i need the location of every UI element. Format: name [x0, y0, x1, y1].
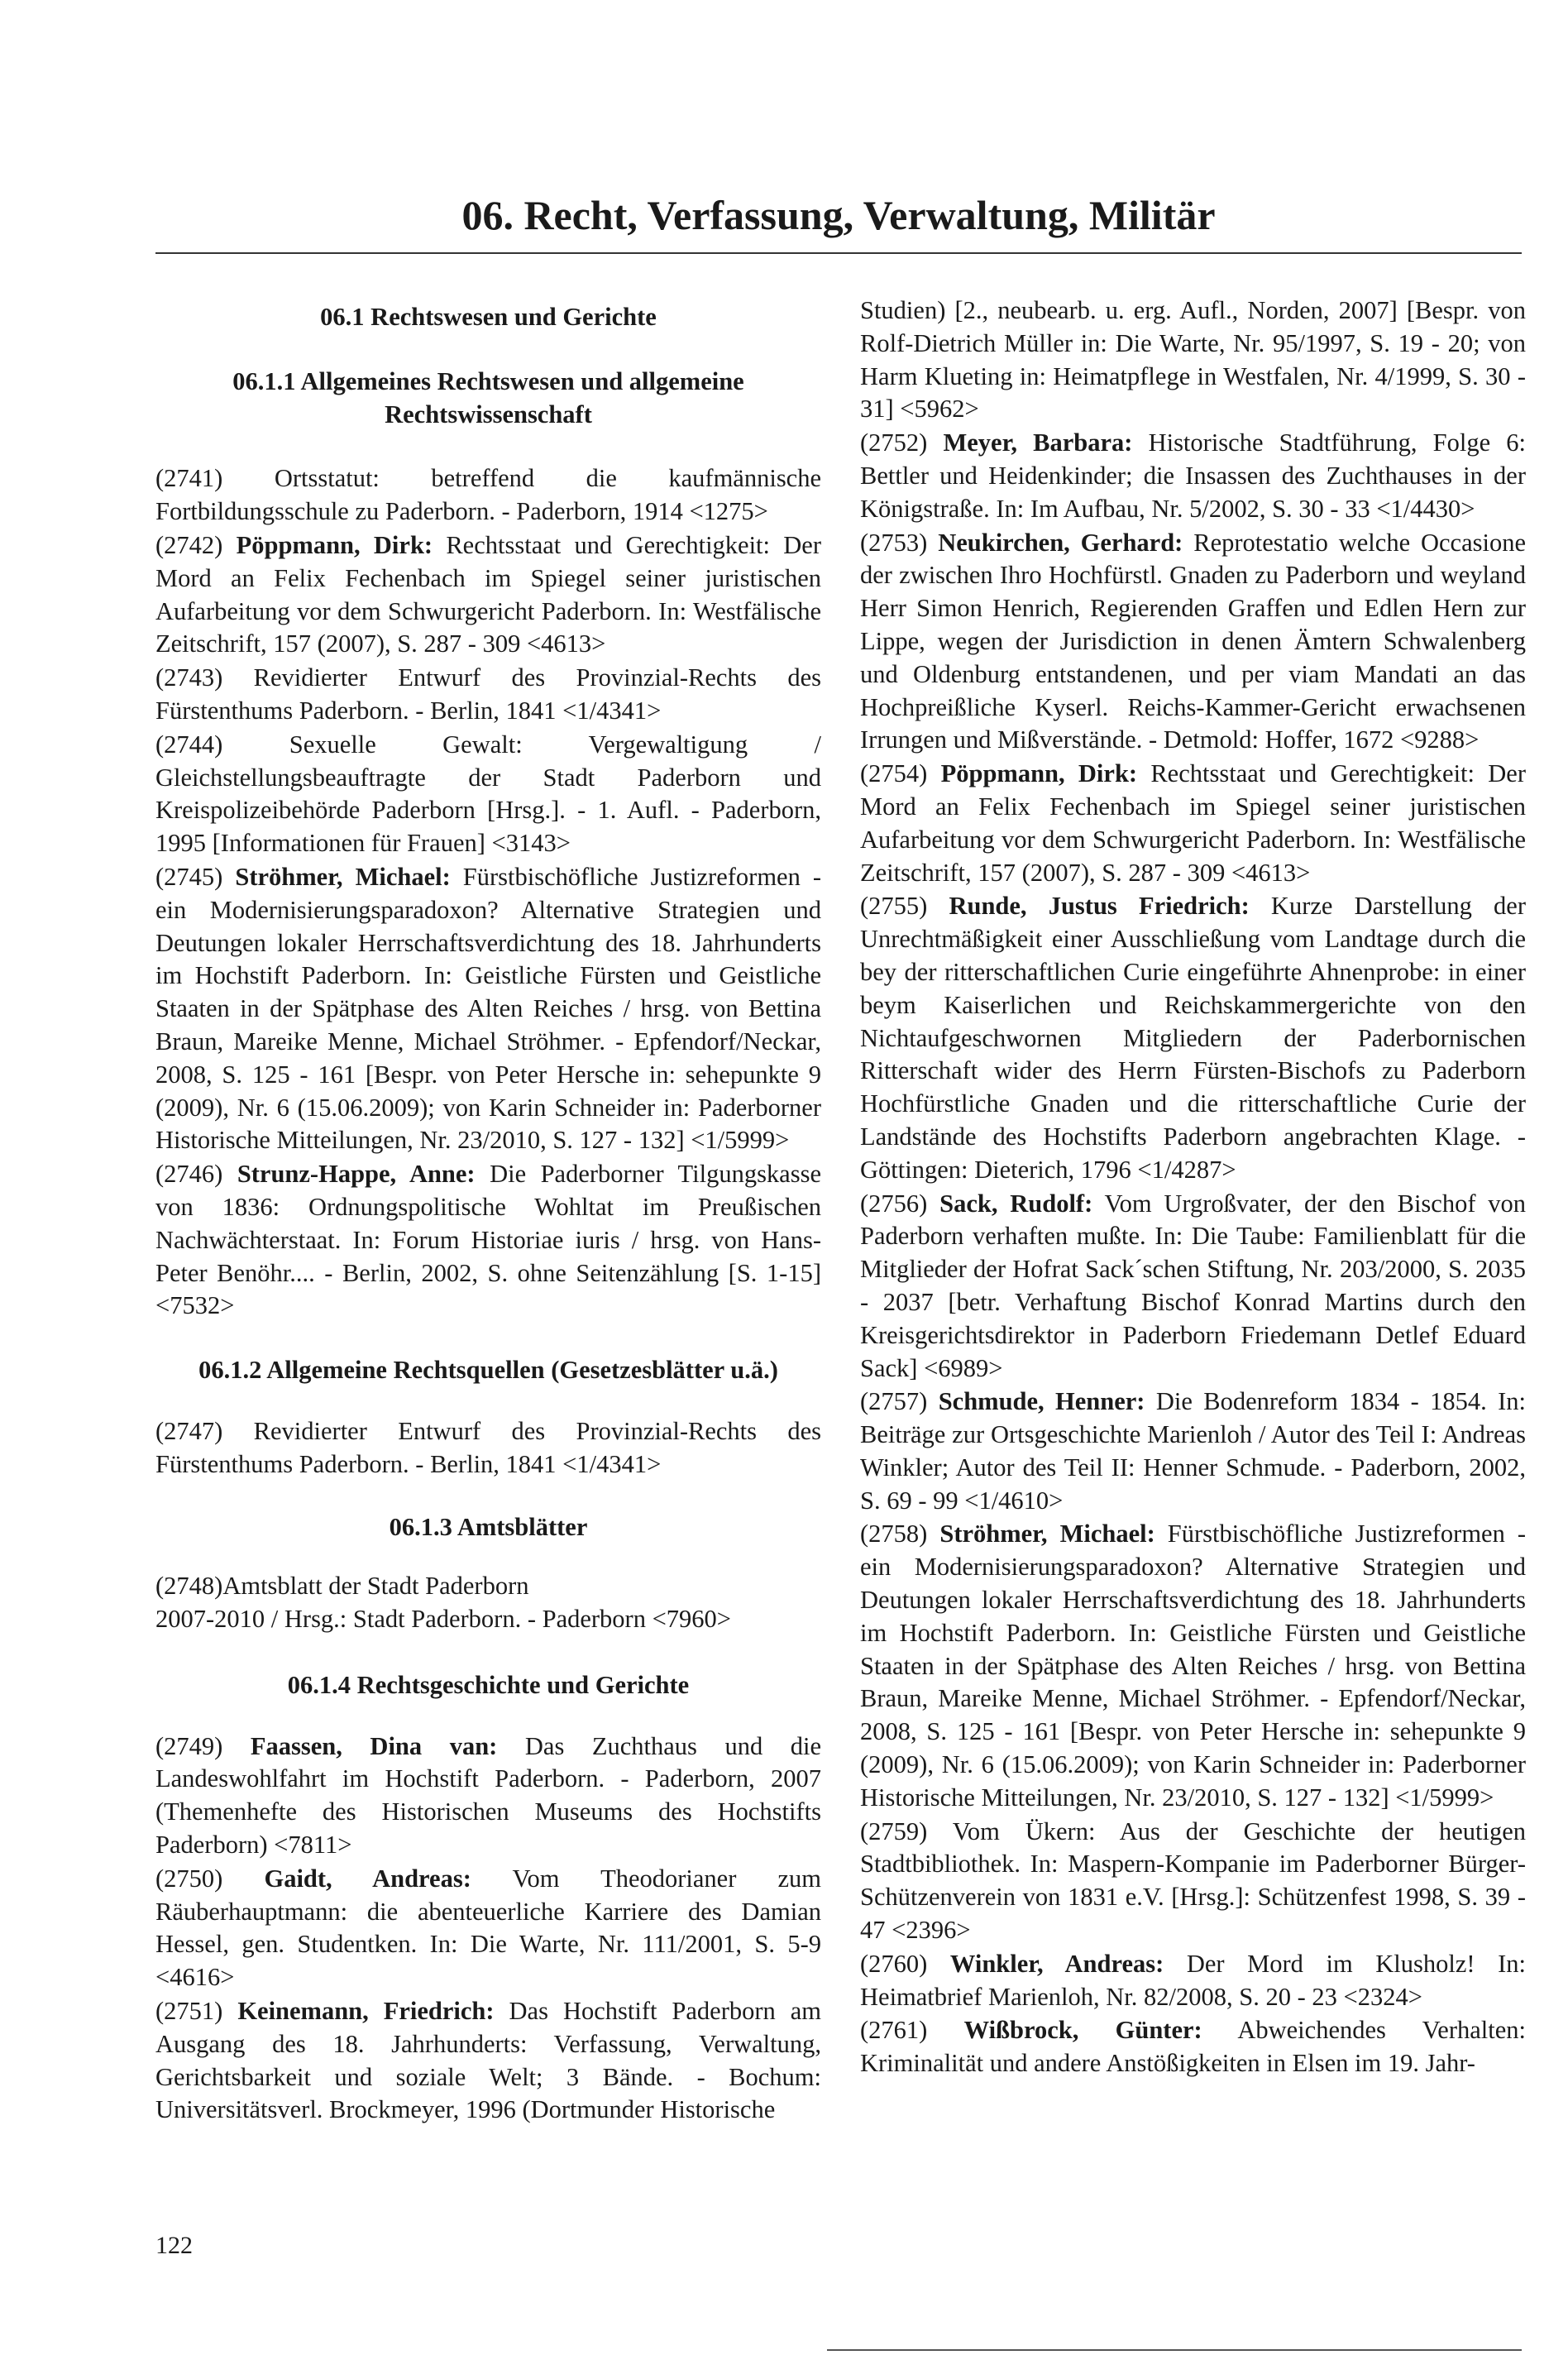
entry-author: Sack, Rudolf:: [939, 1189, 1093, 1218]
entry-2743: [155, 662, 821, 728]
entry-text: Abweichendes Verhalten: Kriminalität und andere Anstößigkeiten in Elsen im 19. Jahr-: [860, 2016, 1526, 2078]
entry-author: Keinemann, Friedrich:: [237, 1997, 495, 2026]
entry-2750: [155, 1863, 821, 1994]
entry-text: Vom Urgroßvater, der den Bischof von Paderborn verhaften mußte. In: Die Taube: Familienblatt für die Mitglieder der Hofrat Sack´schen Stiftung, Nr. 203/2000, S. 2035 - 2037 [betr. Verhaftung Bischof Konrad Martins durch den Kreisgerichtsdirektor in Paderborn Friedemann Detlef Eduard Sack] <6989>: [860, 1189, 1527, 1382]
entry-author: Schmude, Henner:: [938, 1387, 1145, 1416]
entry-text: Revidierter Entwurf des Provinzial-Rechts des Fürstenthums Paderborn. - Berlin, 1841 <1/4341>: [155, 1416, 822, 1478]
right-column: [860, 294, 1526, 2081]
section-heading-06-1-1: 06.1.1 Allgemeines Rechtswesen und allgemeine Rechtswissenschaft: [232, 366, 744, 428]
entry-2753: [860, 527, 1526, 758]
entry-2760: [860, 1948, 1526, 2014]
entry-number: (2760): [860, 1949, 928, 1978]
entry-number: (2756): [860, 1189, 928, 1218]
entry-2759: [860, 1816, 1526, 1947]
entry-text: Historische Stadtführung, Folge 6: Bettler und Heidenkinder; die Insassen des Zuchthauses in der Königstraße. In: Im Aufbau, Nr. 5/2002, S. 30 - 33 <1/4430>: [860, 428, 1527, 523]
entry-number: (2759): [860, 1817, 928, 1845]
chapter-title: 06. Recht, Verfassung, Verwaltung, Militär: [461, 192, 1216, 238]
entry-author: Meyer, Barbara:: [943, 428, 1133, 457]
section-heading-06-1: 06.1 Rechtswesen und Gerichte: [320, 303, 657, 331]
entry-author: Winkler, Andreas:: [949, 1949, 1164, 1978]
entry-2754: [860, 758, 1526, 889]
entry-author: Faassen, Dina van:: [250, 1731, 498, 1760]
footer-rule: [827, 2349, 1522, 2351]
section-heading-06-1-3: 06.1.3 Amtsblätter: [389, 1512, 588, 1541]
entry-author: Strunz-Happe, Anne:: [237, 1160, 476, 1189]
entry-2745: [155, 861, 821, 1157]
entry-text: Kurze Darstellung der Unrechtmäßigkeit einer Ausschließung vom Landtage durch die bey der ritterschaftlichen Curie eingeführte Ahnenprobe: in einer beym Kaiserlichen und Reichskammergerichte von den Nichtaufgeschwornen Mitgliedern der Paderbornischen Ritterschaft wider des Herrn Fürsten-Bischofs zu Paderborn Hochfürstliche Gnaden und die ritterschaftliche Curie der Landstände des Hochstifts Paderborn angebrachten Klage. - Göttingen: Dieterich, 1796 <1/4287>: [860, 892, 1526, 1184]
entry-number: (2751): [155, 1997, 223, 2026]
entry-text-line2: 2007-2010 / Hrsg.: Stadt Paderborn. - Paderborn <7960>: [155, 1605, 731, 1634]
entry-number: (2744): [155, 730, 223, 759]
entry-number: (2741): [155, 464, 223, 493]
entry-text: Der Mord im Klusholz! In: Heimatbrief Marienloh, Nr. 82/2008, S. 20 - 23 <2324>: [860, 1949, 1527, 2011]
entry-author: Pöppmann, Dirk:: [940, 759, 1138, 788]
entry-2747: [155, 1415, 821, 1481]
entry-number: (2754): [860, 759, 928, 788]
entry-2741: [155, 462, 821, 529]
entry-number: (2742): [155, 530, 223, 559]
entry-number: (2746): [155, 1160, 223, 1189]
entry-number: (2745): [155, 862, 223, 891]
entry-number: (2761): [860, 2016, 928, 2045]
entry-number: (2750): [155, 1864, 223, 1893]
entry-2752: [860, 427, 1526, 525]
entry-text: Reprotestatio welche Occasione der zwischen Ihro Hochfürstl. Gnaden zu Paderborn und weyland Herr Simon Henrich, Regierenden Graffen und Edlen Hern zur Lippe, wegen der Jurisdiction in denen Ämtern Schwalenberg und Oldenburg entstandenen, und per viam Mandati an das Hochpreißliche Kyserl. Reichs-Kammer-Gericht erwachsenen Irrungen und Mißverstände. - Detmold: Hoffer, 1672 <9288>: [860, 528, 1527, 754]
entry-number: (2743): [155, 663, 223, 692]
entry-text: Amtsblatt der Stadt Paderborn: [222, 1572, 529, 1601]
entry-2756: [860, 1188, 1526, 1386]
entry-text: Fürstbischöfliche Justizreformen - ein Modernisierungsparadoxon? Alternative Strategien und Deutungen lokaler Herrschaftsverdichtung des 18. Jahrhunderts im Hochstift Paderborn. In: Geistliche Fürsten und Geistliche Staaten in der Spätphase des Alten Reiches / hrsg. von Bettina Braun, Mareike Menne, Michael Ströhmer. - Epfendorf/Neckar, 2008, S. 125 - 161 [Bespr. von Peter Hersche in: sehepunkte 9 (2009), Nr. 6 (15.06.2009); von Karin Schneider in: Paderborner Historische Mitteilungen, Nr. 23/2010, S. 127 - 132] <1/5999>: [860, 1520, 1527, 1812]
entry-text: Sexuelle Gewalt: Vergewaltigung / Gleichstellungsbeauftragte der Stadt Paderborn und Kreispolizeibehörde Paderborn [Hrsg.]. - 1. Aufl. - Paderborn, 1995 [Informationen für Frauen] <3143>: [155, 730, 821, 858]
entry-author: Ströhmer, Michael:: [939, 1520, 1155, 1548]
entry-2751: [155, 1995, 821, 2127]
entry-number: (2753): [860, 528, 928, 557]
entry-text: Rechtsstaat und Gerechtigkeit: Der Mord an Felix Fechenbach im Spiegel seiner juristischen Aufarbeitung vor dem Schwurgericht Paderborn. In: Westfälische Zeitschrift, 157 (2007), S. 287 - 309 <4613>: [155, 530, 822, 658]
entry-text: Das Zuchthaus und die Landeswohlfahrt im Hochstift Paderborn. - Paderborn, 2007 (Themenhefte des Historischen Museums des Hochstifts Paderborn) <7811>: [155, 1731, 822, 1860]
entry-text: Fürstbischöfliche Justizreformen - ein Modernisierungsparadoxon? Alternative Strategien und Deutungen lokaler Herrschaftsverdichtung des 18. Jahrhunderts im Hochstift Paderborn. In: Geistliche Fürsten und Geistliche Staaten in der Spätphase des Alten Reiches / hrsg. von Bettina Braun, Mareike Menne, Michael Ströhmer. - Epfendorf/Neckar, 2008, S. 125 - 161 [Bespr. von Peter Hersche in: sehepunkte 9 (2009), Nr. 6 (15.06.2009); von Karin Schneider in: Paderborner Historische Mitteilungen, Nr. 23/2010, S. 127 - 132] <1/5999>: [155, 862, 822, 1155]
entry-author: Ströhmer, Michael:: [235, 862, 451, 891]
left-column: [155, 294, 821, 2128]
entry-text: Die Bodenreform 1834 - 1854. In: Beiträge zur Ortsgeschichte Marienloh / Autor des Teil I: Andreas Winkler; Autor des Teil II: Henner Schmude. - Paderborn, 2002, S. 69 - 99 <1/4610>: [860, 1387, 1527, 1515]
entry-2749: [155, 1730, 821, 1862]
entry-number: (2757): [860, 1387, 928, 1416]
entry-text: Das Hochstift Paderborn am Ausgang des 18. Jahrhunderts: Verfassung, Verwaltung, Gerichtsbarkeit und soziale Welt; 3 Bände. - Bochum: Universitätsverl. Brockmeyer, 1996 (Dortmunder Historische: [155, 1997, 822, 2124]
entry-number: (2755): [860, 892, 928, 921]
entry-author: Neukirchen, Gerhard:: [938, 528, 1183, 557]
entry-text: Studien) [2., neubearb. u. erg. Aufl., Norden, 2007] [Bespr. von Rolf-Dietrich Müller in: Die Warte, Nr. 95/1997, S. 19 - 20; von Harm Klueting in: Heimatpflege in Westfalen, Nr. 4/1999, S. 30 - 31] <5962>: [860, 296, 1526, 424]
entry-number: (2752): [860, 428, 928, 457]
entry-author: Runde, Justus Friedrich:: [949, 892, 1250, 921]
entry-2758: [860, 1518, 1526, 1814]
entry-text: Ortsstatut: betreffend die kaufmännische Fortbildungsschule zu Paderborn. - Paderborn, 1914 <1275>: [155, 464, 822, 526]
entry-2742: [155, 529, 821, 661]
section-heading-06-1-4: 06.1.4 Rechtsgeschichte und Gerichte: [287, 1670, 690, 1699]
entry-2761: [860, 2014, 1526, 2080]
entry-text: Die Paderborner Tilgungskasse von 1836: Ordnungspolitische Wohltat im Preußischen Nachwächterstaat. In: Forum Historiae iuris / hrsg. von Hans-Peter Benöhr.... - Berlin, 2002, S. ohne Seitenzählung [S. 1-15] <7532>: [155, 1160, 821, 1320]
entry-2751-continued: [860, 294, 1526, 426]
entry-author: Pöppmann, Dirk:: [236, 530, 433, 559]
page-number: 122: [155, 2232, 193, 2259]
entry-2746: [155, 1158, 821, 1323]
title-rule: [155, 252, 1522, 254]
entry-2757: [860, 1386, 1526, 1517]
entry-2755: [860, 890, 1526, 1186]
entry-2748: [155, 1570, 821, 1636]
entry-text: Vom Theodorianer zum Räuberhauptmann: die abenteuerliche Karriere des Damian Hessel, gen. Studentken. In: Die Warte, Nr. 111/2001, S. 5-9 <4616>: [155, 1864, 822, 1992]
entry-number: (2748): [155, 1572, 223, 1601]
entry-text: Rechtsstaat und Gerechtigkeit: Der Mord an Felix Fechenbach im Spiegel seiner juristischen Aufarbeitung vor dem Schwurgericht Paderborn. In: Westfälische Zeitschrift, 157 (2007), S. 287 - 309 <4613>: [860, 759, 1527, 887]
entry-author: Gaidt, Andreas:: [264, 1864, 471, 1893]
entry-text: Vom Ükern: Aus der Geschichte der heutigen Stadtbibliothek. In: Maspern-Kompanie im Paderborner Bürger-Schützenverein von 1831 e.V. [Hrsg.]: Schützenfest 1998, S. 39 - 47 <2396>: [860, 1817, 1526, 1945]
entry-number: (2749): [155, 1731, 223, 1760]
entry-number: (2758): [860, 1520, 928, 1548]
section-heading-06-1-2: 06.1.2 Allgemeine Rechtsquellen (Gesetzesblätter u.ä.): [198, 1356, 778, 1385]
entry-text: Revidierter Entwurf des Provinzial-Rechts des Fürstenthums Paderborn. - Berlin, 1841 <1/4341>: [155, 663, 822, 725]
entry-2744: [155, 729, 821, 860]
entry-author: Wißbrock, Günter:: [963, 2016, 1202, 2045]
entry-number: (2747): [155, 1416, 223, 1445]
